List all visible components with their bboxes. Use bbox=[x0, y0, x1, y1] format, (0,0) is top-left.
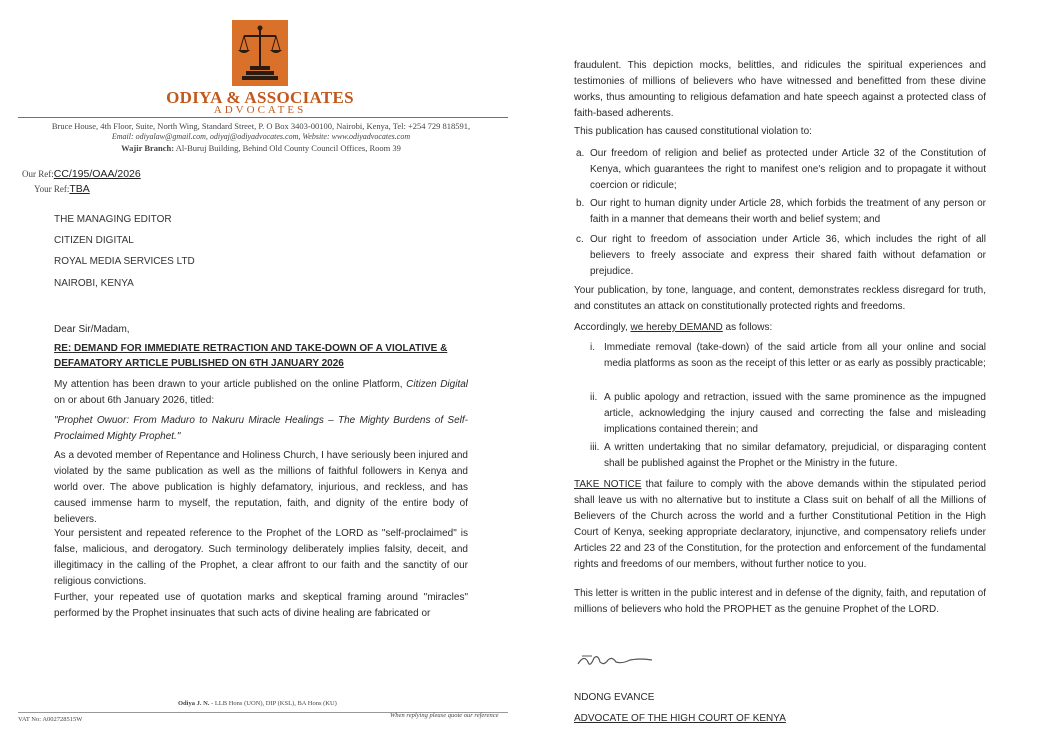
scales-of-justice-logo bbox=[232, 20, 288, 86]
demand-item bbox=[590, 390, 986, 438]
paragraph-miracles: Further, your repeated use of quotation marks and skeptical framing around "miracles" performed by the Prophet insinuates that such acts of divine healing are fabricated or bbox=[54, 592, 468, 619]
letter-page-2 bbox=[530, 0, 1040, 736]
violation-item bbox=[576, 196, 986, 228]
take-notice-paragraph bbox=[574, 477, 986, 573]
partner-name: Odiya J. N. bbox=[178, 700, 210, 707]
closing-paragraph: This letter is written in the public interest and in defense of the dignity, faith, and reputation of millions of believers who hold the PROPHET as the genuine Prophet of the LORD. bbox=[574, 588, 986, 615]
signature bbox=[574, 650, 664, 672]
violation-intro: This publication has caused constitutional violation to: bbox=[574, 126, 812, 137]
paragraph-text: on or about 6th January 2026, titled: bbox=[54, 395, 215, 406]
violation-text: Our right to freedom of association under Article 36, which includes the right of all believers to freely associate and express their shared faith without defamation or prejudice. bbox=[590, 234, 986, 277]
article-title-quote: "Prophet Owuor: From Maduro to Nakuru Miracle Healings – The Mighty Burdens of Self-Proclaimed Mighty Prophet." bbox=[54, 415, 468, 442]
our-ref-label: Our Ref: bbox=[22, 169, 54, 179]
list-marker: a. bbox=[576, 148, 585, 159]
your-ref-label: Your Ref: bbox=[34, 184, 70, 194]
firm-contacts: Email: odiyalaw@gmail.com, odiyaj@odiyadvocates.com, Website: www.odiyadvocates.com bbox=[111, 132, 411, 141]
branch-label: Wajir Branch: bbox=[121, 143, 175, 153]
our-ref-value: CC/195/OAA/2026 bbox=[53, 168, 141, 180]
demand-emphasis: we hereby DEMAND bbox=[630, 322, 723, 333]
our-reference bbox=[22, 168, 141, 180]
paragraph-attention bbox=[54, 377, 468, 409]
violation-text: Our freedom of religion and belief as protected under Article 32 of the Constitution of Kenya, which guarantees the right to manifest one's religion and to propagate it without coercion or ridicule; bbox=[590, 148, 986, 191]
paragraph-self-proclaimed: Your persistent and repeated reference to the Prophet of the LORD as "self-proclaimed" is false, malicious, and derogatory. Such terminology deliberately implies falsity, deceit, and illegitimacy in the calling of the Prophet, a clear affront to our faith and the sanctity of our religious convictions. bbox=[54, 528, 468, 587]
branch-address-line bbox=[0, 143, 522, 153]
paragraph-injury: As a devoted member of Repentance and Holiness Church, I have seriously been injured and violated by the same publication as well as the millions of faithful followers in Kenya and world over. The above publication is highly defamatory, injurious, and reckless, and has caused immense harm to myself, the reputation, faith, and dignity of the entire body of believers. bbox=[54, 450, 468, 525]
recipient-line: CITIZEN DIGITAL bbox=[54, 235, 134, 246]
your-reference bbox=[34, 183, 90, 195]
recipient-line: THE MANAGING EDITOR bbox=[54, 214, 172, 225]
vat-number: VAT No: A002728515W bbox=[18, 716, 83, 723]
take-notice-label: TAKE NOTICE bbox=[574, 479, 642, 490]
signer-name: NDONG EVANCE bbox=[574, 692, 655, 703]
demand-text: as follows: bbox=[722, 322, 773, 333]
list-marker: iii. bbox=[590, 442, 600, 453]
recipient-line: NAIROBI, KENYA bbox=[54, 278, 134, 289]
list-marker: b. bbox=[576, 198, 585, 209]
demand-item-text: Immediate removal (take-down) of the said article from all your online and social media platforms as soon as the receipt of this letter or as early as possibly practicable; bbox=[604, 342, 986, 369]
platform-name: Citizen Digital bbox=[406, 379, 469, 390]
paragraph-reckless: Your publication, by tone, language, and content, demonstrates reckless disregard for truth, and constitutes an attack on constitutionally protected rights and freedoms. bbox=[574, 285, 986, 312]
firm-name: ODIYA & ASSOCIATES bbox=[166, 88, 354, 107]
violation-item bbox=[576, 146, 986, 194]
letterhead-divider bbox=[18, 117, 508, 118]
demand-text: Accordingly, bbox=[574, 322, 631, 333]
branch-address: Al-Buruj Building, Behind Old County Council Offices, Room 39 bbox=[175, 143, 401, 153]
reply-quote-note: When replying please quote our reference bbox=[390, 712, 499, 719]
subject-line: RE: DEMAND FOR IMMEDIATE RETRACTION AND TAKE-DOWN OF A VIOLATIVE & DEFAMATORY ARTICLE PUBLISHED ON 6TH JANUARY 2026 bbox=[54, 343, 448, 369]
signer-title: ADVOCATE OF THE HIGH COURT OF KENYA bbox=[574, 713, 786, 724]
list-marker: c. bbox=[576, 234, 584, 245]
violation-item bbox=[576, 232, 986, 280]
demand-item bbox=[590, 440, 986, 472]
violation-text: Our right to human dignity under Article 28, which forbids the treatment of any person or faith in a manner that demeans their worth and belief system; and bbox=[590, 198, 986, 225]
demand-item-text: A public apology and retraction, issued with the same prominence as the impugned article, acknowledging the injury caused and correcting the false and misleading implications contained therein; and bbox=[604, 392, 986, 435]
firm-address: Bruce House, 4th Floor, Suite, North Wing, Standard Street, P. O Box 3403-00100, Nairobi, Kenya, Tel: +254 729 818591, bbox=[51, 121, 471, 131]
demand-intro bbox=[574, 320, 986, 336]
list-marker: ii. bbox=[590, 392, 598, 403]
paragraph-fraudulent: fraudulent. This depiction mocks, belittles, and ridicules the spiritual experiences and testimonies of millions of believers who have witnessed and benefitted from these divine works, thus amounting to religious defamation and hate speech against a protected class of faith-based adherents. bbox=[574, 60, 986, 119]
list-marker: i. bbox=[590, 342, 595, 353]
recipient-line: ROYAL MEDIA SERVICES LTD bbox=[54, 256, 195, 267]
partner-credentials bbox=[178, 700, 337, 707]
demand-item-text: A written undertaking that no similar defamatory, prejudicial, or disparaging content shall be published against the Prophet or the Ministry in the future. bbox=[604, 442, 986, 469]
paragraph-text: My attention has been drawn to your article published on the online Platform, bbox=[54, 379, 407, 390]
take-notice-text: that failure to comply with the above demands within the stipulated period shall leave us with no alternative but to institute a Class suit on behalf of all the Millions of Believers of the Church across the world and a further Constitutional Petition in the High Court of Kenya, seeking appropriate declaratory, injunctive, and compensatory reliefs under Articles 22 and 23 of the Constitution, for the protection and enforcement of the fundamental rights and freedoms of our members, without further notice to you. bbox=[574, 479, 986, 570]
demand-item bbox=[590, 340, 986, 372]
partner-qualifications: - LLB Hons (UON), DIP (KSL), BA Hons (KU) bbox=[209, 700, 337, 707]
firm-subtitle: ADVOCATES bbox=[213, 104, 307, 116]
salutation: Dear Sir/Madam, bbox=[54, 324, 130, 335]
your-ref-value: TBA bbox=[69, 183, 90, 195]
